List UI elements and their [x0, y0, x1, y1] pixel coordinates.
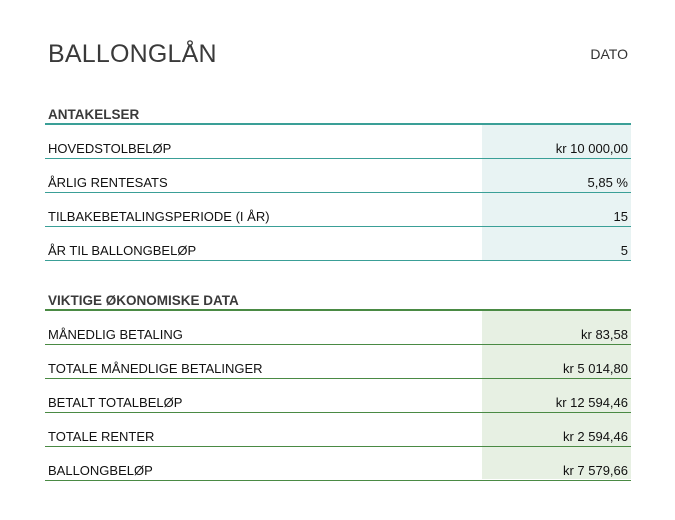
- date-label[interactable]: DATO: [590, 46, 628, 62]
- table-row: [45, 413, 631, 447]
- table-row: [45, 311, 631, 345]
- row-label-principal: HOVEDSTOLBELØP: [48, 141, 172, 156]
- row-label-term: TILBAKEBETALINGSPERIODE (I ÅR): [48, 209, 270, 224]
- term-years-input[interactable]: 15: [613, 209, 628, 224]
- table-row: [45, 159, 631, 193]
- row-label-total-monthly: TOTALE MÅNEDLIGE BETALINGER: [48, 361, 263, 376]
- table-row: [45, 227, 631, 261]
- total-monthly-value[interactable]: kr 5 014,80: [562, 361, 628, 376]
- assumptions-heading: ANTAKELSER: [48, 107, 140, 122]
- total-paid-value[interactable]: kr 12 594,46: [555, 395, 628, 410]
- balloon-years-input[interactable]: 5: [620, 243, 628, 258]
- interest-rate-input[interactable]: 5,85 %: [587, 175, 628, 190]
- table-row: [45, 345, 631, 379]
- row-label-interest-rate: ÅRLIG RENTESATS: [48, 175, 168, 190]
- monthly-payment-value[interactable]: kr 83,58: [581, 327, 628, 342]
- row-label-total-paid: BETALT TOTALBELØP: [48, 395, 183, 410]
- table-row: [45, 379, 631, 413]
- page-title: BALLONGLÅN: [48, 40, 217, 68]
- row-label-total-interest: TOTALE RENTER: [48, 429, 155, 444]
- total-interest-value[interactable]: kr 2 594,46: [562, 429, 628, 444]
- row-label-monthly-payment: MÅNEDLIG BETALING: [48, 327, 183, 342]
- row-label-balloon-amount: BALLONGBELØP: [48, 463, 153, 478]
- table-row: [45, 447, 631, 481]
- row-divider: [45, 260, 631, 261]
- table-row: [45, 193, 631, 227]
- table-row: [45, 125, 631, 159]
- row-divider: [45, 480, 631, 481]
- row-label-balloon-years: ÅR TIL BALLONGBELØP: [48, 243, 197, 258]
- principal-input[interactable]: kr 10 000,00: [555, 141, 628, 156]
- balloon-amount-value[interactable]: kr 7 579,66: [562, 463, 628, 478]
- key-data-heading: VIKTIGE ØKONOMISKE DATA: [48, 293, 239, 308]
